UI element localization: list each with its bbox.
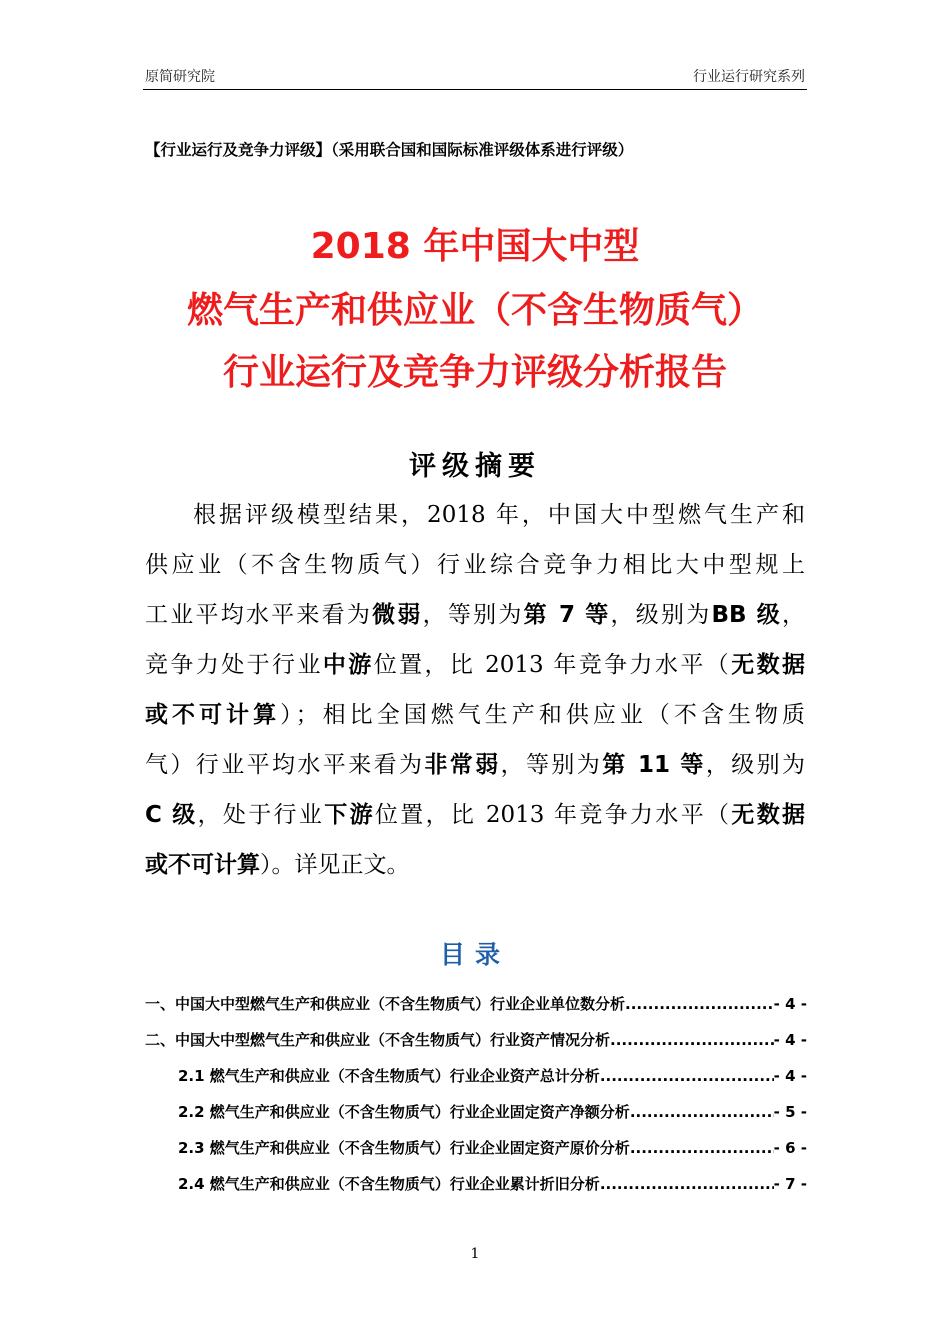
toc-entry-label: 2.1 燃气生产和供应业（不含生物质气）行业企业资产总计分析 bbox=[178, 1067, 600, 1085]
summary-line: 或不可计算）；相比全国燃气生产和供应业（不含生物质 bbox=[145, 702, 805, 728]
grade-class: C 级 bbox=[145, 802, 198, 828]
toc-entry-label: 2.2 燃气生产和供应业（不含生物质气）行业企业固定资产净额分析 bbox=[178, 1103, 630, 1121]
comparison-result: 无数据 bbox=[731, 802, 805, 828]
toc-entry-page: - 4 - bbox=[773, 995, 807, 1013]
header-divider bbox=[143, 89, 807, 90]
toc-entry[interactable] bbox=[145, 1094, 807, 1130]
toc-entry-page: - 6 - bbox=[773, 1139, 807, 1157]
toc-entry[interactable] bbox=[145, 1130, 807, 1166]
header-publisher: 原简研究院 bbox=[145, 69, 215, 85]
table-of-contents bbox=[145, 986, 807, 1202]
toc-entry[interactable] bbox=[145, 986, 807, 1022]
toc-entry[interactable] bbox=[145, 1058, 807, 1094]
summary-heading: 评级摘要 bbox=[409, 451, 541, 482]
summary-line: C 级，处于行业下游位置，比 2013 年竞争力水平（无数据 bbox=[145, 802, 805, 828]
toc-leader bbox=[610, 1022, 774, 1058]
comparison-result: 或不可计算 bbox=[145, 852, 260, 878]
toc-entry[interactable] bbox=[145, 1022, 807, 1058]
strength-level: 非常弱 bbox=[424, 752, 501, 778]
summary-line: 工业平均水平来看为微弱，等别为第 7 等，级别为BB 级， bbox=[145, 602, 805, 628]
toc-leader bbox=[625, 986, 774, 1022]
report-title-line-1: 2018 年中国大中型 bbox=[310, 226, 640, 267]
report-title-line-3: 行业运行及竞争力评级分析报告 bbox=[222, 352, 727, 393]
toc-entry-page: - 7 - bbox=[773, 1175, 807, 1193]
header-series: 行业运行研究系列 bbox=[693, 69, 805, 85]
summary-body bbox=[145, 490, 805, 890]
toc-entry[interactable] bbox=[145, 1166, 807, 1202]
summary-line: 或不可计算）。详见正文。 bbox=[145, 852, 410, 878]
industry-position: 中游 bbox=[322, 652, 374, 678]
strength-level: 微弱 bbox=[372, 602, 423, 628]
grade-rank: 第 7 等 bbox=[523, 602, 611, 628]
toc-leader bbox=[630, 1130, 774, 1166]
toc-entry-page: - 4 - bbox=[773, 1067, 807, 1085]
toc-entry-page: - 5 - bbox=[773, 1103, 807, 1121]
toc-entry-page: - 4 - bbox=[773, 1031, 807, 1049]
summary-line: 根据评级模型结果，2018 年，中国大中型燃气生产和 bbox=[193, 502, 805, 528]
grade-rank: 第 11 等 bbox=[602, 752, 706, 778]
summary-line: 气）行业平均水平来看为非常弱，等别为第 11 等，级别为 bbox=[145, 752, 805, 778]
industry-position: 下游 bbox=[324, 802, 375, 828]
report-title-line-2: 燃气生产和供应业（不含生物质气） bbox=[186, 290, 763, 331]
rating-tagline: 【行业运行及竞争力评级】（采用联合国和国际标准评级体系进行评级） bbox=[145, 141, 634, 159]
summary-line: 竞争力处于行业中游位置，比 2013 年竞争力水平（无数据 bbox=[145, 652, 805, 678]
page-number: 1 bbox=[470, 1246, 480, 1262]
summary-line: 供应业（不含生物质气）行业综合竞争力相比大中型规上 bbox=[145, 552, 805, 578]
toc-leader bbox=[600, 1166, 774, 1202]
toc-leader bbox=[600, 1058, 774, 1094]
toc-entry-label: 2.4 燃气生产和供应业（不含生物质气）行业企业累计折旧分析 bbox=[178, 1175, 600, 1193]
comparison-result: 或不可计算 bbox=[145, 702, 281, 728]
toc-entry-label: 一、中国大中型燃气生产和供应业（不含生物质气）行业企业单位数分析 bbox=[145, 995, 626, 1013]
grade-class: BB 级 bbox=[711, 602, 783, 628]
comparison-result: 无数据 bbox=[731, 652, 805, 678]
toc-heading: 目录 bbox=[439, 940, 510, 969]
toc-entry-label: 二、中国大中型燃气生产和供应业（不含生物质气）行业资产情况分析 bbox=[145, 1031, 611, 1049]
toc-leader bbox=[630, 1094, 774, 1130]
toc-entry-label: 2.3 燃气生产和供应业（不含生物质气）行业企业固定资产原价分析 bbox=[178, 1139, 630, 1157]
